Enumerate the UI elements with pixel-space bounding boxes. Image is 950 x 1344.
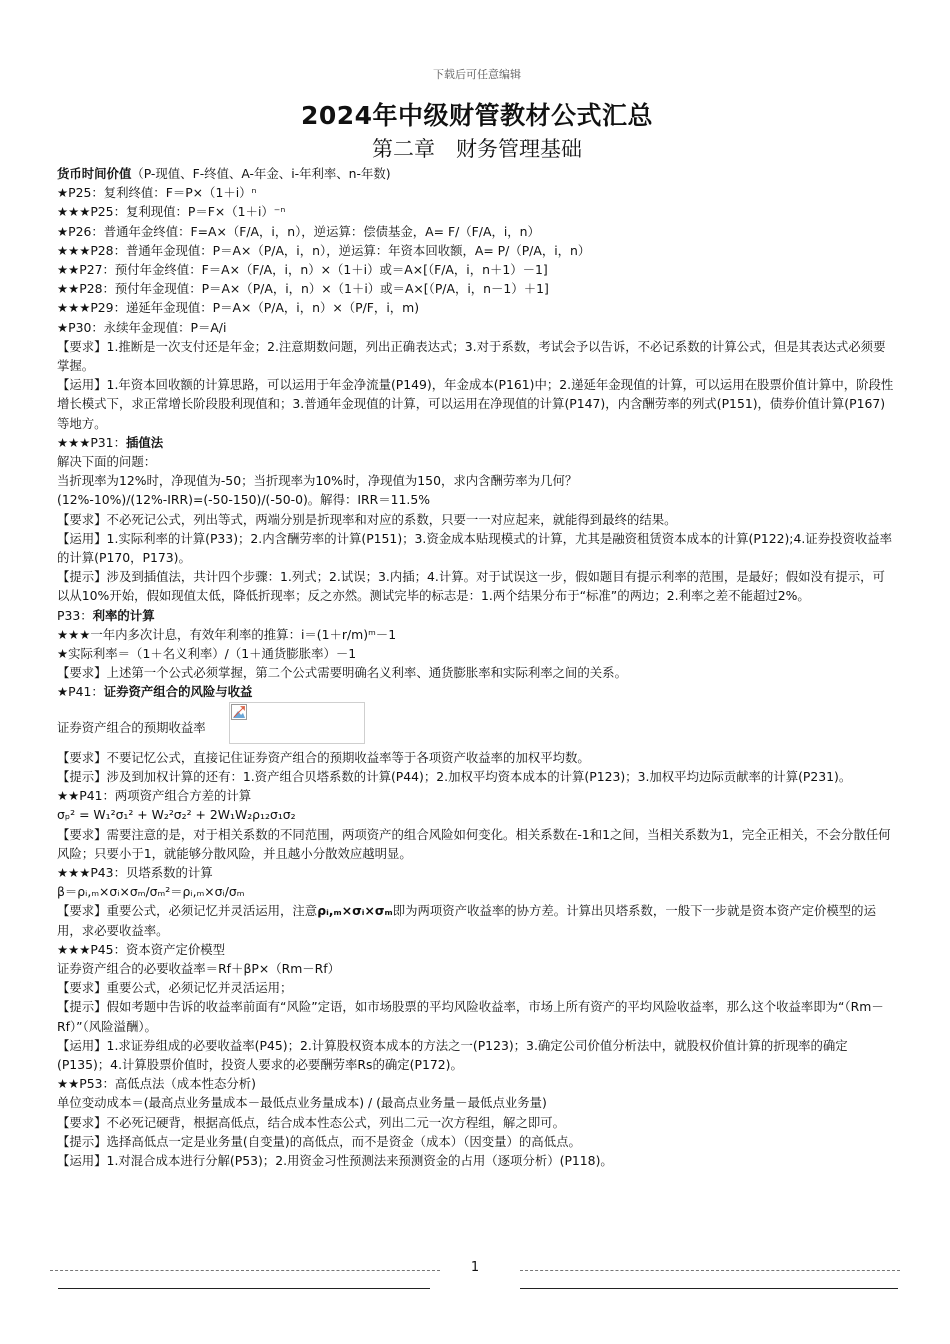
requirement-paragraph: 【要求】不要记忆公式，直接记住证券资产组合的预期收益率等于各项资产收益率的加权平均数。 — [57, 749, 590, 765]
section-heading-interpolation — [57, 433, 895, 452]
heading-bold: 货币时间价值 — [57, 166, 132, 181]
text-line: 证券资产组合的预期收益率 — [57, 719, 206, 735]
footer-divider — [520, 1288, 898, 1289]
application-paragraph: 【运用】1.实际利率的计算(P33)；2.内含酬劳率的计算(P151)；3.资金成本贴现模式的计算，尤其是融资租赁资本成本的计算(P122);4.证券投资收益率的计算(P170，P173)。 — [57, 530, 893, 566]
formula-line: ★P25：复利终值：F＝P×（1＋i）ⁿ — [57, 185, 257, 201]
formula-line: ★★★一年内多次计息，有效年利率的推算：i＝(1＋r/m)ᵐ－1 — [57, 626, 397, 642]
page-number: 1 — [470, 1260, 480, 1275]
text-line: 当折现率为12%时，净现值为-50；当折现率为10%时，净现值为150，求内含酬劳率为几何？ — [57, 473, 578, 489]
footer-divider — [58, 1288, 430, 1289]
text-segment-bold: ρᵢ,ₘ×σᵢ×σₘ — [317, 903, 393, 919]
heading-bold: 利率的计算 — [92, 607, 155, 623]
section-heading-time-value — [57, 164, 895, 183]
watermark-text: 下载后可任意编辑 — [433, 68, 521, 81]
requirement-paragraph: 【要求】不必死记硬背，根据高低点，结合成本性态公式，列出二元一次方程组，解之即可。 — [57, 1114, 566, 1130]
tip-paragraph: 【提示】假如考题中告诉的收益率前面有“风险”定语，如市场股票的平均风险收益率，市场上所有资产的平均风险收益率，那么这个收益率即为“（Rm－Rf）”（风险溢酬）。 — [57, 999, 884, 1034]
formula-line: ★实际利率＝（1＋名义利率）/（1＋通货膨胀率）－1 — [57, 646, 357, 662]
text-line: (12%-10%)/(12%-IRR)=(-50-150)/(-50-0)。解得：IRR＝11.5% — [57, 492, 430, 508]
heading-prefix: P33： — [57, 607, 93, 623]
section-heading-portfolio — [57, 682, 895, 701]
requirement-paragraph: 【要求】需要注意的是，对于相关系数的不同范围，两项资产的组合风险如何变化。相关系数在-1和1之间，当相关系数为1，完全正相关，不会分散任何风险；只要小于1，就能够分散风险，并且越小分散效应越明显。 — [57, 826, 891, 861]
application-paragraph: 【运用】1.年资本回收额的计算思路，可以运用于年金净流量(P149)，年金成本(P161)中；2.递延年金现值的计算，可以运用在股票价值计算中，阶段性增长模式下，求正常增长阶段股利现值和；3.普通年金现值的计算，可以运用在净现值的计算(P147)，内含酬劳率的列式(P151)，债券价值计算(P167)等地方。 — [57, 377, 894, 431]
chapter-subtitle: 第二章 财务管理基础 — [372, 137, 582, 161]
application-paragraph: 【运用】1.求证券组成的必要收益率(P45)；2.计算股权资本成本的方法之一(P123)；3.确定公司价值分析法中，就股权价值计算的折现率的确定(P135)；4.计算股票价值时，投资人要求的必要酬劳率Rs的确定(P172)。 — [57, 1037, 848, 1072]
requirement-paragraph: 【要求】1.推断是一次支付还是年金；2.注意期数问题，列出正确表达式；3.对于系数，考试会予以告诉，不必记系数的计算公式，但是其表达式必须要掌握。 — [57, 338, 886, 374]
requirement-paragraph: 【要求】上述第一个公式必须掌握，第二个公式需要明确名义利率、通货膨胀率和实际利率之间的关系。 — [57, 665, 627, 681]
broken-image-placeholder — [229, 702, 365, 744]
text-segment: 即为两项资产收益率的协方差。计算出贝塔系数，一般下一步就是资本资产定价模型的运用，求必要收益率。 — [57, 903, 876, 938]
broken-image-icon — [231, 704, 247, 720]
tip-paragraph: 【提示】涉及到插值法，共计四个步骤：1.列式；2.试误；3.内插；4.计算。对于试误这一步，假如题目有提示利率的范围，是最好；假如没有提示，可以从10%开始，假如现值太低，降低折现率；反之亦然。测试完毕的标志是：1.两个结果分布于“标准”的两边；2.利率之差不能超过2%。 — [57, 569, 885, 604]
formula-line: ★★★P29：递延年金现值：P＝A×（P/A，i，n）×（P/F，i，m) — [57, 300, 420, 316]
application-paragraph: 【运用】1.对混合成本进行分解(P53)；2.用资金习性预测法来预测资金的占用（逐项分析）(P118)。 — [57, 1152, 613, 1168]
formula-line: ★★P28：预付年金现值：P＝A×（P/A，i，n）×（1＋i）或＝A×[（P/A，i，n－1）＋1] — [57, 281, 549, 297]
formula-line: ★★P27：预付年金终值：F＝A×（F/A，i，n）×（1＋i）或＝A×[（F/A，i，n＋1）－1] — [57, 262, 548, 278]
formula-line: 证券资产组合的必要收益率＝Rf＋βP×（Rm－Rf） — [57, 960, 341, 976]
formula-line: σₚ² = W₁²σ₁² + W₂²σ₂² + 2W₁W₂ρ₁₂σ₁σ₂ — [57, 807, 296, 823]
formula-line: ★P30：永续年金现值：P＝A/i — [57, 319, 227, 335]
requirement-paragraph — [57, 901, 895, 939]
portfolio-return-line — [57, 702, 895, 748]
formula-heading: ★★★P43：贝塔系数的计算 — [57, 864, 213, 880]
document-body — [57, 164, 895, 1170]
formula-line: 单位变动成本＝(最高点业务量成本－最低点业务量成本) / (最高点业务量－最低点业务量) — [57, 1095, 547, 1111]
tip-paragraph: 【提示】涉及到加权计算的还有：1.资产组合贝塔系数的计算(P44)；2.加权平均资本成本的计算(P123)；3.加权平均边际贡献率的计算(P231)。 — [57, 768, 852, 784]
heading-bold: 证券资产组合的风险与收益 — [103, 684, 253, 700]
formula-line: β＝ρᵢ,ₘ×σᵢ×σₘ/σₘ²＝ρᵢ,ₘ×σᵢ/σₘ — [57, 884, 245, 900]
text-segment: 【要求】重要公式，必须记忆并灵活运用，注意 — [57, 903, 318, 919]
document-title: 2024年中级财管教材公式汇总 — [300, 101, 654, 130]
heading-prefix: ★P41： — [57, 684, 104, 700]
formula-heading: ★★P41：两项资产组合方差的计算 — [57, 788, 252, 804]
text-line: 解决下面的问题： — [57, 454, 157, 470]
requirement-paragraph: 【要求】不必死记公式，列出等式，两端分别是折现率和对应的系数，只要一一对应起来，就能得到最终的结果。 — [57, 511, 677, 527]
formula-heading: ★★★P45：资本资产定价模型 — [57, 941, 226, 957]
tip-paragraph: 【提示】选择高低点一定是业务量(自变量)的高低点，而不是资金（成本）（因变量）的高低点。 — [57, 1133, 581, 1149]
page-footer — [0, 1256, 950, 1296]
requirement-paragraph: 【要求】重要公式，必须记忆并灵活运用； — [57, 980, 293, 996]
formula-line: ★★★P25：复利现值：P＝F×（1＋i）⁻ⁿ — [57, 204, 286, 220]
heading-rest: （P-现值、F-终值、A-年金、i-年利率、n-年数) — [131, 166, 391, 181]
section-heading-rate — [57, 606, 895, 625]
formula-line: ★★★P28：普通年金现值：P＝A×（P/A，i，n），逆运算：年资本回收额，A= P/（P/A，i，n） — [57, 242, 591, 258]
formula-line: ★P26：普通年金终值：F=A×（F/A，i，n），逆运算：偿债基金，A= F/（F/A，i，n） — [57, 223, 540, 239]
heading-prefix: ★★★P31： — [57, 434, 126, 450]
formula-heading: ★★P53：高低点法（成本性态分析) — [57, 1076, 256, 1092]
heading-bold: 插值法 — [125, 434, 164, 450]
